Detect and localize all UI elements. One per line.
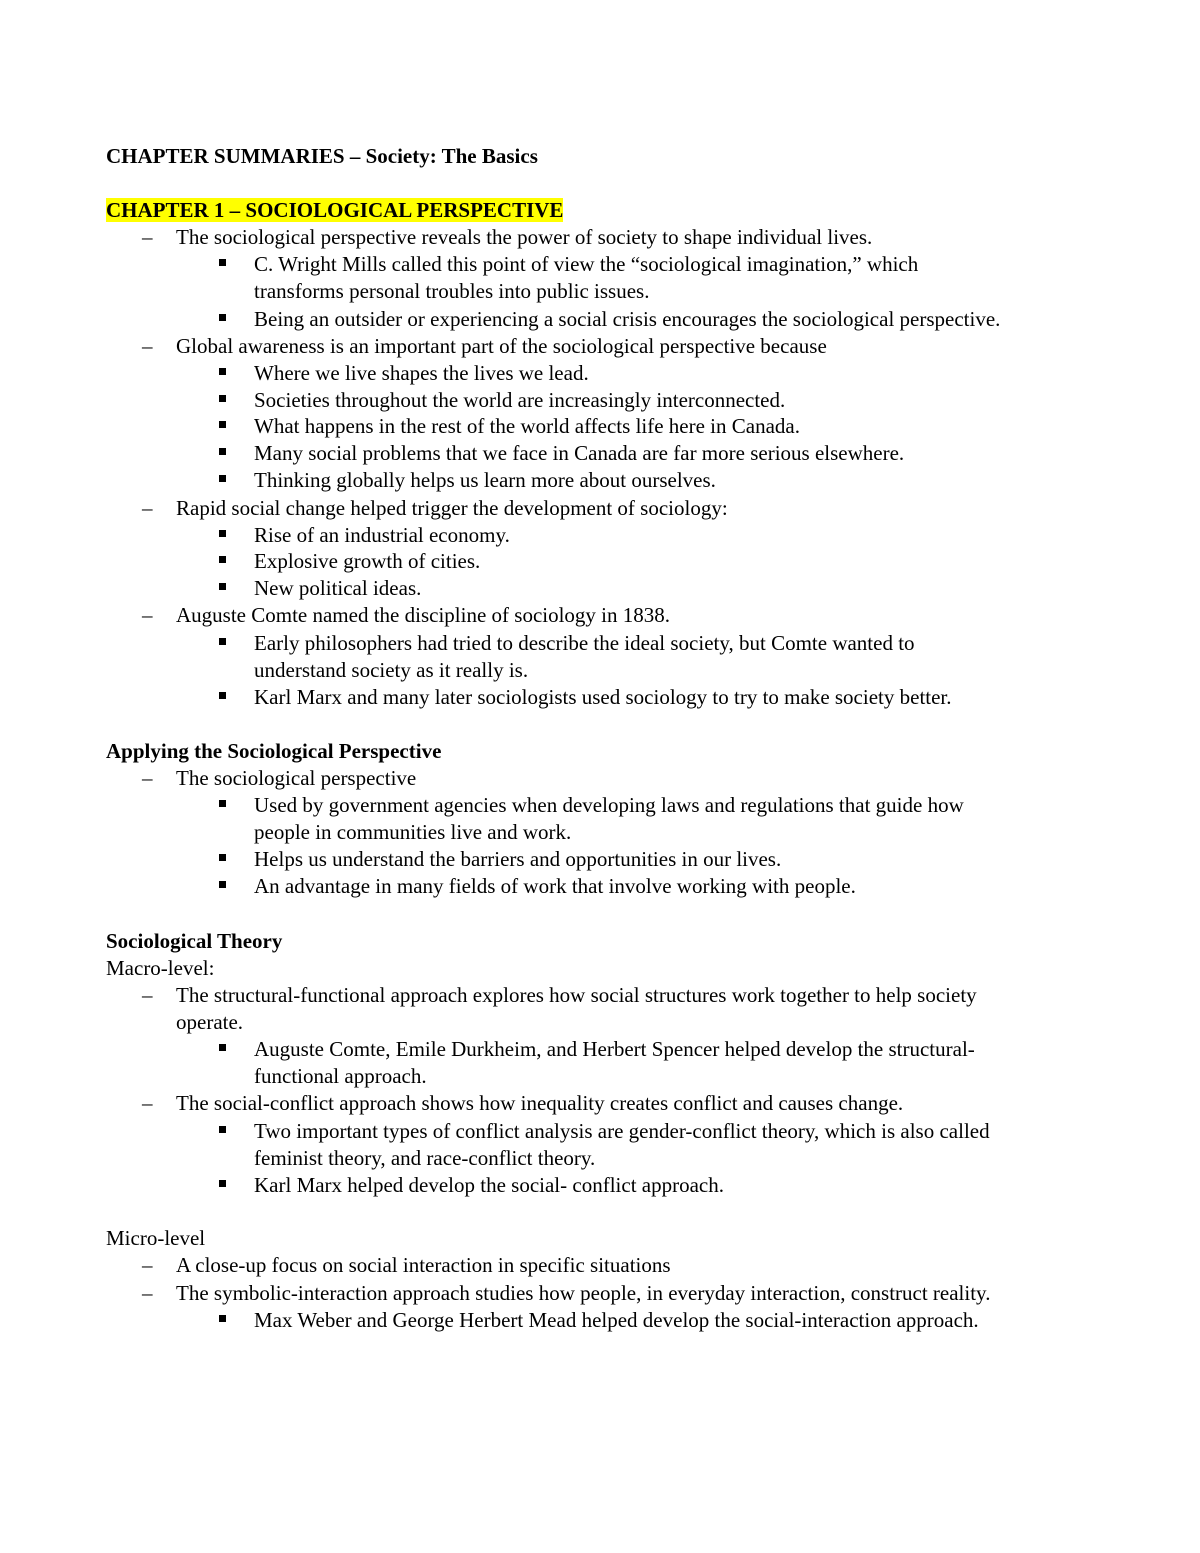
square-bullet-icon: [219, 583, 226, 590]
square-bullet-icon: [219, 556, 226, 563]
square-bullet-icon: [219, 368, 226, 375]
square-bullet-icon: [219, 692, 226, 699]
square-bullet-icon: [219, 854, 226, 861]
section-heading: Sociological Theory: [106, 929, 283, 953]
micro-level-label: Micro-level: [106, 1226, 206, 1250]
document-title: CHAPTER SUMMARIES – Society: The Basics: [106, 144, 538, 168]
square-bullet-icon: [219, 475, 226, 482]
square-bullet-icon: [219, 881, 226, 888]
square-bullet-icon: [219, 1126, 226, 1133]
square-bullet-icon: [219, 448, 226, 455]
section-heading: Applying the Sociological Perspective: [106, 739, 442, 763]
square-bullet-icon: [219, 395, 226, 402]
square-bullet-icon: [219, 314, 226, 321]
square-bullet-icon: [219, 1044, 226, 1051]
chapter-heading: CHAPTER 1 – SOCIOLOGICAL PERSPECTIVE: [106, 198, 564, 222]
square-bullet-icon: [219, 1315, 226, 1322]
square-bullet-icon: [219, 530, 226, 537]
square-bullet-icon: [219, 421, 226, 428]
macro-level-label: Macro-level:: [106, 956, 215, 980]
square-bullet-icon: [219, 259, 226, 266]
square-bullet-icon: [219, 1180, 226, 1187]
square-bullet-icon: [219, 638, 226, 645]
document-page: CHAPTER SUMMARIES – Society: The Basics CHAPTER 1 – SOCIOLOGICAL PERSPECTIVE – The sociological perspective reveals the power of society to shape individual lives. C. Wright Mills called this point of view the “sociological imagination,” which transforms personal troubles into public issues. Being an outsider or experiencing a social crisis encourages the sociological perspective. – Global awareness is an important part of the sociological perspective because Where we live shapes the lives we lead. Societies throughout the world are increasingly interconnected. What happens in the rest of the world affects life here in Canada. Many social problems that we face in Canada are far more serious elsewhere. Thinking globally helps us learn more about ourselves. – Rapid social change helped trigger the development of sociology: Rise of an industrial economy. Explosive growth of cities. New political ideas. – Auguste Comte named the discipline of sociology in 1838. Early philosophers had tried to describe the ideal society, but Comte wanted to understand society as it really is. Karl Marx and many later sociologists used sociology to try to make society better. Applying the Sociological Perspective – The sociological perspective Used by government agencies when developing laws and regulations that guide how people in communities live and work. Helps us understand the barriers and opportunities in our lives. An advantage in many fields of work that involve working with people. Sociological Theory Macro-level: – The structural-functional approach explores how social structures work together to help society operate. Auguste Comte, Emile Durkheim, and Herbert Spencer helped develop the structural- functional approach. – The social-conflict approach shows how inequality creates conflict and causes change. Two important types of conflict analysis are gender-conflict theory, which is also called feminist theory, and race-conflict theory. Karl Marx helped develop the social- conflict approach. Micro-level – A close-up focus on social interaction in specific situations – The symbolic-interaction approach studies how people, in everyday interaction, construct reality. Max Weber and George Herbert Mead helped develop the social-interaction approach.: [106, 144, 1001, 1332]
square-bullet-icon: [219, 800, 226, 807]
